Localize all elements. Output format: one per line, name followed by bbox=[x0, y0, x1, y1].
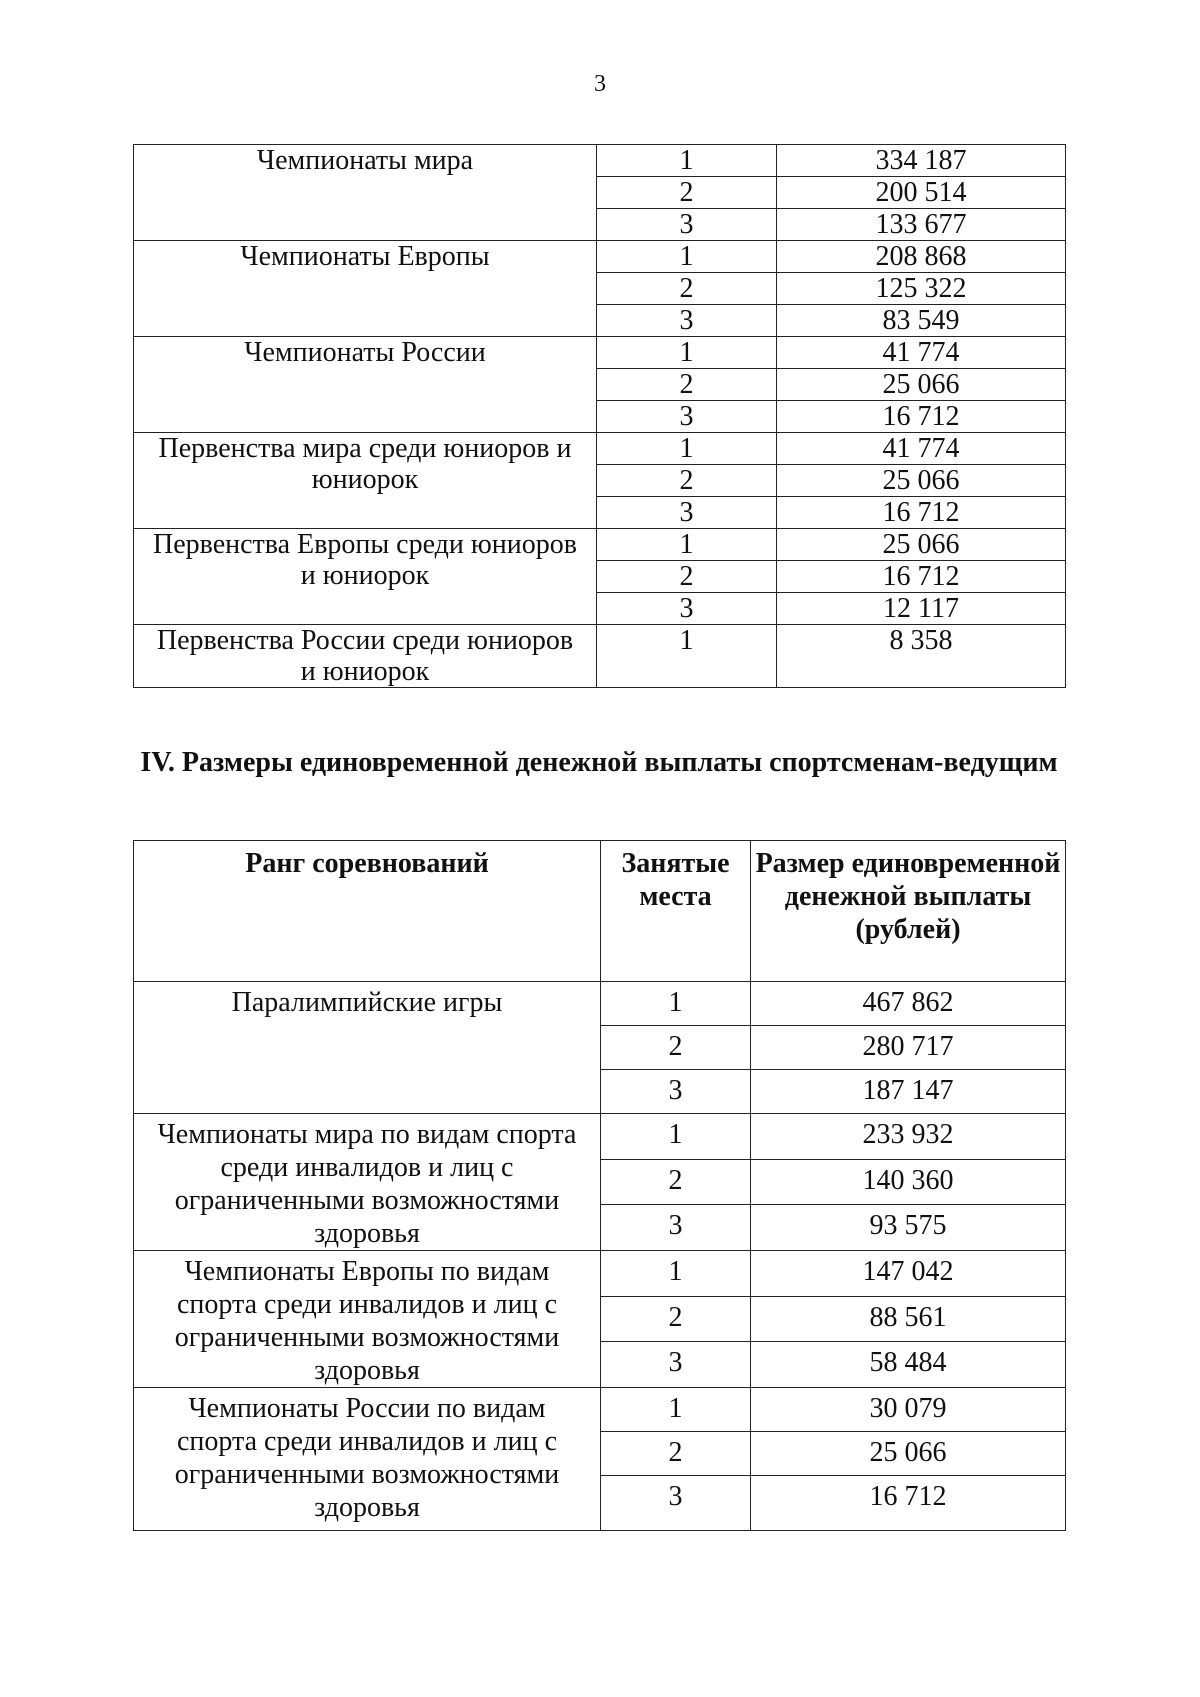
place-cell: 3 bbox=[601, 1342, 751, 1388]
place-cell: 1 bbox=[601, 1251, 751, 1297]
amount-cell: 200 514 bbox=[777, 177, 1066, 209]
event-name-cell: Паралимпийские игры bbox=[134, 982, 601, 1114]
amount-cell: 25 066 bbox=[751, 1432, 1066, 1476]
event-name-cell: Чемпионаты России по видам спорта среди инвалидов и лиц с ограниченными возможностями здоровья bbox=[134, 1388, 601, 1531]
table-row bbox=[134, 1114, 1066, 1160]
place-cell: 2 bbox=[597, 177, 777, 209]
place-cell: 2 bbox=[597, 561, 777, 593]
place-cell: 1 bbox=[597, 337, 777, 369]
amount-cell: 8 358 bbox=[777, 625, 1066, 688]
place-cell: 1 bbox=[601, 982, 751, 1026]
amount-cell: 12 117 bbox=[777, 593, 1066, 625]
payout-table-continued bbox=[133, 144, 1066, 688]
amount-cell: 16 712 bbox=[777, 497, 1066, 529]
event-name-cell: Первенства мира среди юниоров и юниорок bbox=[134, 433, 597, 529]
place-cell: 1 bbox=[597, 145, 777, 177]
event-name-cell: Чемпионаты Европы по видам спорта среди инвалидов и лиц с ограниченными возможностями здоровья bbox=[134, 1251, 601, 1388]
event-name-cell: Первенства Европы среди юниоров и юниорок bbox=[134, 529, 597, 625]
amount-cell: 233 932 bbox=[751, 1114, 1066, 1160]
amount-cell: 280 717 bbox=[751, 1026, 1066, 1070]
event-name-cell: Первенства России среди юниоров и юниорок bbox=[134, 625, 597, 688]
place-cell: 3 bbox=[597, 593, 777, 625]
amount-cell: 25 066 bbox=[777, 369, 1066, 401]
place-cell: 3 bbox=[597, 401, 777, 433]
place-cell: 2 bbox=[597, 273, 777, 305]
amount-cell: 58 484 bbox=[751, 1342, 1066, 1388]
amount-cell: 83 549 bbox=[777, 305, 1066, 337]
amount-cell: 16 712 bbox=[777, 561, 1066, 593]
amount-cell: 334 187 bbox=[777, 145, 1066, 177]
place-cell: 1 bbox=[597, 529, 777, 561]
amount-cell: 41 774 bbox=[777, 433, 1066, 465]
place-cell: 1 bbox=[597, 433, 777, 465]
event-name-cell: Чемпионаты Европы bbox=[134, 241, 597, 337]
table-row bbox=[134, 1251, 1066, 1297]
place-cell: 1 bbox=[597, 625, 777, 688]
table-row bbox=[134, 337, 1066, 369]
header-amount: Размер единовременной денежной выплаты (рублей) bbox=[751, 841, 1066, 982]
page-number: 3 bbox=[594, 71, 606, 97]
amount-cell: 140 360 bbox=[751, 1159, 1066, 1205]
place-cell: 1 bbox=[601, 1388, 751, 1432]
table-row bbox=[134, 529, 1066, 561]
amount-cell: 25 066 bbox=[777, 529, 1066, 561]
amount-cell: 30 079 bbox=[751, 1388, 1066, 1432]
place-cell: 3 bbox=[601, 1205, 751, 1251]
place-cell: 2 bbox=[597, 369, 777, 401]
amount-cell: 16 712 bbox=[777, 401, 1066, 433]
amount-cell: 187 147 bbox=[751, 1070, 1066, 1114]
table-row bbox=[134, 982, 1066, 1026]
amount-cell: 93 575 bbox=[751, 1205, 1066, 1251]
place-cell: 3 bbox=[601, 1070, 751, 1114]
place-cell: 2 bbox=[601, 1026, 751, 1070]
table-row bbox=[134, 145, 1066, 177]
place-cell: 3 bbox=[597, 209, 777, 241]
table-row bbox=[134, 241, 1066, 273]
place-cell: 3 bbox=[597, 305, 777, 337]
header-rank: Ранг соревнований bbox=[134, 841, 601, 982]
place-cell: 2 bbox=[601, 1432, 751, 1476]
place-cell: 1 bbox=[601, 1114, 751, 1160]
amount-cell: 467 862 bbox=[751, 982, 1066, 1026]
header-places: Занятые места bbox=[601, 841, 751, 982]
amount-cell: 41 774 bbox=[777, 337, 1066, 369]
table-row bbox=[134, 433, 1066, 465]
table-header-row bbox=[134, 841, 1066, 982]
amount-cell: 88 561 bbox=[751, 1296, 1066, 1342]
host-athletes-payout-table bbox=[133, 840, 1066, 1531]
section-heading: IV. Размеры единовременной денежной выплаты спортсменам-ведущим bbox=[140, 747, 1058, 778]
event-name-cell: Чемпионаты мира bbox=[134, 145, 597, 241]
place-cell: 1 bbox=[597, 241, 777, 273]
host-athletes-table-body bbox=[134, 982, 1066, 1531]
payout-table-body bbox=[134, 145, 1066, 688]
place-cell: 3 bbox=[601, 1476, 751, 1531]
amount-cell: 133 677 bbox=[777, 209, 1066, 241]
amount-cell: 208 868 bbox=[777, 241, 1066, 273]
event-name-cell: Чемпионаты мира по видам спорта среди инвалидов и лиц с ограниченными возможностями здоровья bbox=[134, 1114, 601, 1251]
table-row bbox=[134, 1388, 1066, 1432]
place-cell: 3 bbox=[597, 497, 777, 529]
event-name-cell: Чемпионаты России bbox=[134, 337, 597, 433]
place-cell: 2 bbox=[601, 1159, 751, 1205]
amount-cell: 16 712 bbox=[751, 1476, 1066, 1531]
place-cell: 2 bbox=[597, 465, 777, 497]
amount-cell: 147 042 bbox=[751, 1251, 1066, 1297]
table-row bbox=[134, 625, 1066, 688]
amount-cell: 25 066 bbox=[777, 465, 1066, 497]
amount-cell: 125 322 bbox=[777, 273, 1066, 305]
place-cell: 2 bbox=[601, 1296, 751, 1342]
